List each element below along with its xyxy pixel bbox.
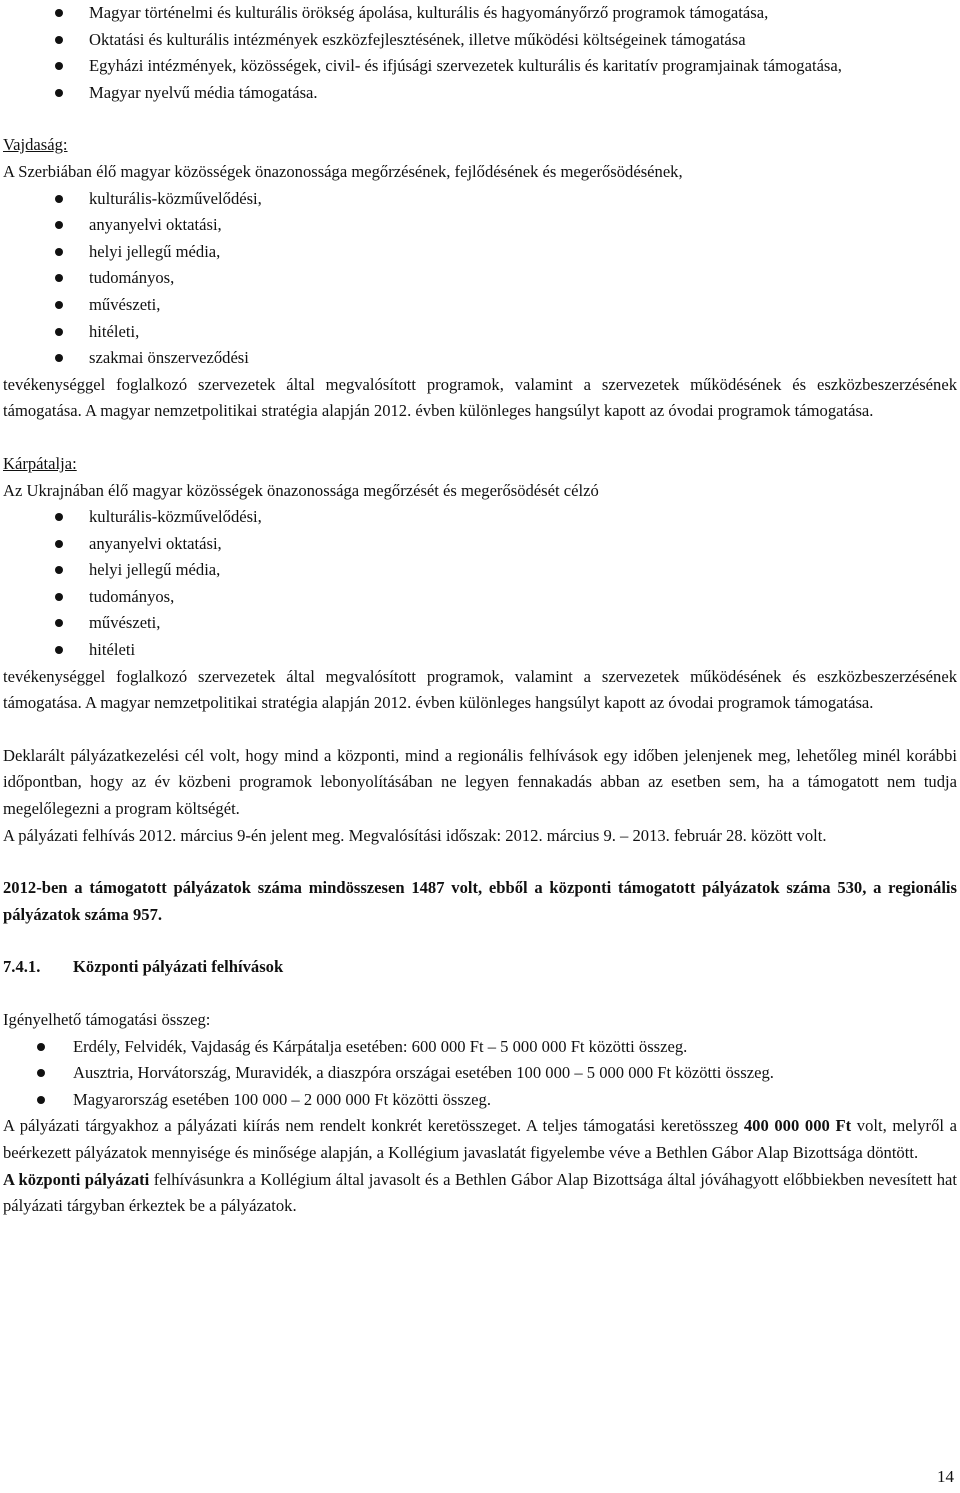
list-item: Magyarország esetében 100 000 – 2 000 000 Ft közötti összeg. — [3, 1087, 957, 1114]
bullet-icon — [37, 1069, 45, 1077]
bullet-icon — [55, 36, 63, 44]
list-item: helyi jellegű média, — [3, 557, 957, 584]
budget-paragraph: A pályázati tárgyakhoz a pályázati kiírás nem rendelt konkrét keretösszeget. A teljes támogatási keretösszeg 400 000 000 Ft volt, melyről a beérkezett pályázatok mennyisége és minősége alapján, a Kollégium javaslatát figyelembe véve a Bethlen Gábor Alap Bizottsága döntött. — [3, 1116, 958, 1162]
list-item: művészeti, — [3, 292, 957, 319]
bullet-icon — [55, 89, 63, 97]
karpatalja-lead: Az Ukrajnában élő magyar közösségek önazonossága megőrzését és megerősödését célzó — [3, 480, 599, 500]
declared-goal-paragraph: Deklarált pályázatkezelési cél volt, hogy mind a központi, mind a regionális felhívások egy időben jelenjenek meg, lehetőleg minél korábbi időpontban, hogy az év közbeni programok lebonyolításában ne legyen fennakadás abban az esetben sem, ha a támogatott nem tudja megelőlegezni a program költségét. — [3, 745, 957, 819]
document-page — [3, 0, 957, 1220]
list-item: anyanyelvi oktatási, — [3, 212, 957, 239]
bullet-icon — [37, 1043, 45, 1051]
vajdasag-heading: Vajdaság: — [3, 135, 68, 155]
list-item: művészeti, — [3, 610, 957, 637]
bullet-icon — [55, 221, 63, 229]
bullet-icon — [55, 62, 63, 70]
vajdasag-lead: A Szerbiában élő magyar közösségek önazonossága megőrzésének, fejlődésének és megerősödésének, — [3, 161, 683, 181]
list-item: Magyar történelmi és kulturális örökség ápolása, kulturális és hagyományőrző programok támogatása, — [3, 0, 957, 27]
list-item: Oktatási és kulturális intézmények eszközfejlesztésének, illetve működési költségeinek támogatása — [3, 27, 957, 54]
bullet-icon — [55, 540, 63, 548]
vajdasag-closing: tevékenységgel foglalkozó szervezetek által megvalósított programok, valamint a szervezetek működésének és eszközbeszerzésének támogatása. A magyar nemzetpolitikai stratégia alapján 2012. évben különleges hangsúlyt kapott az óvodai programok támogatása. — [3, 374, 957, 421]
list-item: hitéleti — [3, 637, 957, 664]
bullet-icon — [55, 646, 63, 654]
claimable-heading: Igényelhető támogatási összeg: — [3, 1010, 211, 1029]
bullet-icon — [55, 301, 63, 309]
list-item: szakmai önszerveződési — [3, 345, 957, 372]
karpatalja-heading: Kárpátalja: — [3, 453, 77, 473]
claimable-list — [3, 1034, 957, 1114]
list-item: tudományos, — [3, 265, 957, 292]
list-item: kulturális-közművelődési, — [3, 504, 957, 531]
intro-bullet-list — [3, 0, 957, 106]
bullet-icon — [55, 593, 63, 601]
karpatalja-closing: tevékenységgel foglalkozó szervezetek által megvalósított programok, valamint a szervezetek működésének és eszközbeszerzésének támogatása. A magyar nemzetpolitikai stratégia alapján 2012. évben különleges hangsúlyt kapott az óvodai programok támogatása. — [3, 666, 957, 713]
bullet-icon — [55, 354, 63, 362]
bullet-icon — [55, 195, 63, 203]
list-item: Ausztria, Horvátország, Muravidék, a diaszpóra országai esetében 100 000 – 5 000 000 Ft közötti összeg. — [3, 1060, 957, 1087]
call-dates-paragraph: A pályázati felhívás 2012. március 9-én jelent meg. Megvalósítási időszak: 2012. március 9. – 2013. február 28. között volt. — [3, 825, 827, 845]
summary-paragraph: 2012-ben a támogatott pályázatok száma mindösszesen 1487 volt, ebből a központi támogatott pályázatok száma 530, a regionális pályázatok száma 957. — [3, 878, 957, 924]
bullet-icon — [55, 566, 63, 574]
vajdasag-list — [3, 186, 957, 372]
bullet-icon — [37, 1096, 45, 1104]
bullet-icon — [55, 274, 63, 282]
bullet-icon — [55, 9, 63, 17]
list-item: Erdély, Felvidék, Vajdaság és Kárpátalja esetében: 600 000 Ft – 5 000 000 Ft közötti összeg. — [3, 1034, 957, 1061]
bullet-icon — [55, 619, 63, 627]
budget-amount: 400 000 000 Ft — [743, 1116, 852, 1136]
list-item: Egyházi intézmények, közösségek, civil- és ifjúsági szervezetek kulturális és karitatív programjainak támogatása, — [3, 53, 957, 80]
list-item: anyanyelvi oktatási, — [3, 531, 957, 558]
list-item: tudományos, — [3, 584, 957, 611]
bullet-icon — [55, 328, 63, 336]
list-item: hitéleti, — [3, 319, 957, 346]
list-item: Magyar nyelvű média támogatása. — [3, 80, 957, 107]
section-heading — [3, 954, 957, 981]
bullet-icon — [55, 513, 63, 521]
section-number: 7.4.1. — [3, 957, 41, 977]
bullet-icon — [55, 248, 63, 256]
karpatalja-list — [3, 504, 957, 664]
section-title: Központi pályázati felhívások — [73, 957, 284, 977]
central-paragraph: A központi pályázati felhívásunkra a Kollégium által javasolt és a Bethlen Gábor Alap Bizottsága által jóváhagyott előbbiekben nevesített hat pályázati tárgyban érkeztek be a pályázatok. — [3, 1169, 957, 1216]
page-number: 14 — [937, 1467, 954, 1486]
list-item: kulturális-közművelődési, — [3, 186, 957, 213]
list-item: helyi jellegű média, — [3, 239, 957, 266]
